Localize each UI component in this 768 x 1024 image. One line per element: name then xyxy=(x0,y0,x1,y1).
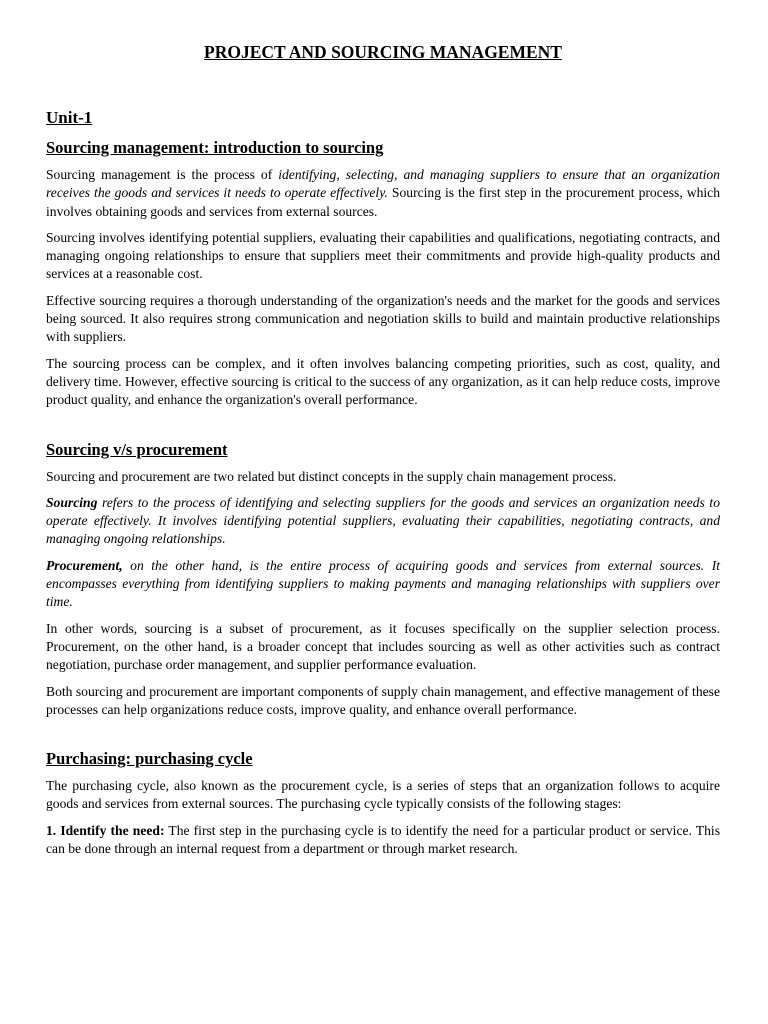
intro-paragraph-4: The sourcing process can be complex, and it often involves balancing competing priorities, such as cost, quality, and delivery time. However, effective sourcing is critical to the success of any organization, as it can help reduce costs, improve product quality, and enhance the organization's overall performance. xyxy=(46,355,720,408)
intro-p1-tail: Sourcing is the first step in the procurement process, which involves obtaining goods and services from external sources. xyxy=(46,185,720,219)
vs-paragraph-2 xyxy=(46,494,720,549)
intro-p1-definition: identifying, selecting, and managing suppliers to ensure that an organization receives the goods and services it needs to operate effectively. xyxy=(46,167,720,201)
intro-p1-lead: Sourcing management is the process of xyxy=(46,167,279,182)
vs-paragraph-5: Both sourcing and procurement are important components of supply chain management, and effective management of these processes can help organizations reduce costs, improve quality, and enhance overall performance. xyxy=(46,683,720,717)
vs-paragraph-1: Sourcing and procurement are two related but distinct concepts in the supply chain management process. xyxy=(46,468,617,484)
vs-paragraph-4: In other words, sourcing is a subset of procurement, as it focuses specifically on the supplier selection process. Procurement, on the other hand, is a broader concept that includes sourcing as well as other activities such as contract negotiation, purchase order management, and supplier performance evaluation. xyxy=(46,620,720,673)
purchasing-paragraph-1: The purchasing cycle, also known as the procurement cycle, is a series of steps that an organization follows to acquire goods and services from external sources. The purchasing cycle typically consists of the following stages: xyxy=(46,778,720,812)
procurement-term: Procurement, xyxy=(46,557,123,573)
vs-paragraph-3 xyxy=(46,557,720,612)
step-1-label: 1. Identify the need: xyxy=(46,822,165,838)
unit-heading: Unit-1 xyxy=(46,108,93,127)
section-heading-purchasing: Purchasing: purchasing cycle xyxy=(46,749,253,769)
document-page xyxy=(46,40,720,866)
section-heading-vs: Sourcing v/s procurement xyxy=(46,439,228,459)
procurement-definition: on the other hand, is the entire process of acquiring goods and services from external sources. It encompasses everything from identifying suppliers to making payments and managing relationships with suppliers over time. xyxy=(46,557,720,610)
step-1-text: The first step in the purchasing cycle is to identify the need for a particular product or service. This can be done through an internal request from a department or through market research. xyxy=(46,822,720,857)
intro-paragraph-3: Effective sourcing requires a thorough understanding of the organization's needs and the market for the goods and services being sourced. It also requires strong communication and negotiation skills to build and maintain productive relationships with suppliers. xyxy=(46,292,720,345)
document-title: PROJECT AND SOURCING MANAGEMENT xyxy=(204,42,562,62)
sourcing-term: Sourcing xyxy=(46,494,98,510)
intro-paragraph-2: Sourcing involves identifying potential suppliers, evaluating their capabilities and qualifications, negotiating contracts, and managing ongoing relationships to ensure that suppliers meet their commitments and provide high-quality products and services at a reasonable cost. xyxy=(46,229,720,282)
sourcing-definition: refers to the process of identifying and selecting suppliers for the goods and services an organization needs to operate effectively. It involves identifying potential suppliers, evaluating their capabilities, negotiating contracts, and managing ongoing relationships. xyxy=(46,494,720,547)
section-heading-intro: Sourcing management: introduction to sourcing xyxy=(46,138,384,157)
purchasing-step-1 xyxy=(46,822,720,859)
intro-paragraph-1 xyxy=(46,166,720,221)
